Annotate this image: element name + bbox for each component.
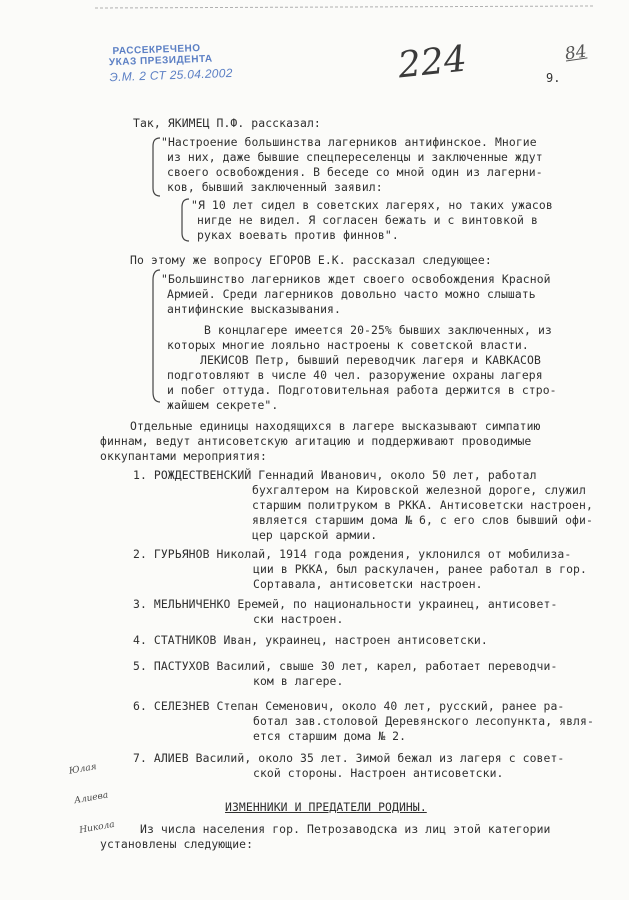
text-line: Сортавала, антисоветски настроен.	[253, 577, 483, 591]
list-item-3: 3. МЕЛЬНИЧЕНКО Еремей, по национальности украинец, антисовет-	[133, 597, 558, 611]
text-line: нигде не видел. Я согласен бежать и с винтовкой в	[197, 213, 538, 227]
text-line: оккупантами мероприятия:	[100, 449, 267, 463]
declassification-stamp	[108, 42, 233, 85]
text-line: финнам, ведут антисоветскую агитацию и поддерживают проводимые	[100, 434, 532, 448]
text-line: ков, бывший заключенный заявил:	[167, 180, 383, 194]
text-line: антифинские высказывания.	[167, 302, 341, 316]
stamp-line-1: РАССЕКРЕЧЕНО	[112, 43, 201, 58]
text-line: своего освобождения. В беседе со мной один из лагерни-	[167, 165, 543, 179]
list-item-6: 6. СЕЛЕЗНЕВ Степан Семенович, около 40 лет, русский, ранее ра-	[133, 699, 565, 713]
stamp-line-2: УКАЗ ПРЕЗИДЕНТА	[108, 53, 213, 69]
text-line: бухгалтером на Кировской железной дороге, служил	[252, 483, 586, 497]
page-number: 9.	[546, 71, 561, 85]
text-line: является старшим дома № 6, с его слов бывший офи-	[252, 513, 593, 527]
list-item-4: 4. СТАТНИКОВ Иван, украинец, настроен антисоветски.	[133, 633, 488, 647]
text-line: Из числа населения гор. Петрозаводска из лиц этой категории	[140, 822, 551, 836]
text-line: ется старшим дома № 2.	[253, 729, 407, 743]
text-line: "Я 10 лет сидел в советских лагерях, но таких ужасов	[191, 198, 553, 212]
text-line: ботал зав.столовой Деревянского лесопункта, явля-	[253, 714, 594, 728]
text-line: ком в лагере.	[253, 674, 344, 688]
top-edge-bleed-through	[95, 2, 595, 18]
text-line: цер царской армии.	[252, 528, 378, 542]
text-line: ски настроен.	[253, 612, 344, 626]
handwritten-archive-number: 224	[396, 38, 469, 87]
text-line: ской стороны. Настроен антисоветски.	[253, 766, 504, 780]
text-line: ЛЕКИСОВ Петр, бывший переводчик лагеря и КАВКАСОВ	[200, 353, 541, 367]
text-line: из них, даже бывшие спецпереселенцы и заключенные ждут	[167, 150, 543, 164]
text-line: По этому же вопросу ЕГОРОВ Е.К. рассказал следующее:	[130, 253, 492, 267]
text-line: руках воевать против финнов".	[197, 228, 399, 242]
margin-note-line: Алиева	[73, 790, 110, 807]
text-line: Отдельные единицы находящихся в лагере высказывают симпатию	[130, 419, 541, 433]
stamp-line-3: Э.М. 2 СТ 25.04.2002	[109, 65, 233, 85]
list-item-1: 1. РОЖДЕСТВЕНСКИЙ Геннадий Иванович, около 50 лет, работал	[133, 468, 537, 482]
text-line: "Большинство лагерников ждет своего освобождения Красной	[161, 272, 551, 286]
text-line: В концлагере имеется 20-25% бывших заключенных, из	[204, 323, 552, 337]
corner-sheet-mark: 84	[563, 41, 588, 65]
text-line: старшим политруком в РККА. Антисоветски настроен,	[252, 498, 593, 512]
list-item-7: 7. АЛИЕВ Василий, около 35 лет. Зимой бежал из лагеря с совет-	[133, 751, 565, 765]
text-line: "Настроение большинства лагерников антифинское. Многие	[161, 135, 537, 149]
margin-note-line: Никола	[78, 819, 116, 836]
text-line: ции в РККА, был раскулачен, ранее работал в гор.	[253, 562, 587, 576]
text-line: жайшем секрете".	[167, 398, 279, 412]
text-line: Армией. Среди лагерников довольно часто можно слышать	[167, 287, 536, 301]
handwritten-margin-note	[65, 738, 133, 855]
text-line: Так, ЯКИМЕЦ П.Ф. рассказал:	[133, 116, 321, 130]
text-line: и побег оттуда. Подготовительная работа держится в стро-	[167, 383, 557, 397]
list-item-2: 2. ГУРЬЯНОВ Николай, 1914 года рождения, уклонился от мобилиза-	[133, 547, 572, 561]
text-line: подготовляют в числе 40 чел. разоружение охраны лагеря	[167, 368, 543, 382]
text-line: установлены следующие:	[100, 837, 254, 851]
text-line: которых многие лояльно настроены к советской власти.	[167, 338, 529, 352]
section-heading: ИЗМЕННИКИ И ПРЕДАТЕЛИ РОДИНЫ.	[225, 800, 427, 814]
quote-bracket-3	[150, 268, 164, 404]
list-item-5: 5. ПАСТУХОВ Василий, свыше 30 лет, карел, работает переводчи-	[133, 659, 558, 673]
margin-note-line: Юлая	[68, 762, 98, 777]
